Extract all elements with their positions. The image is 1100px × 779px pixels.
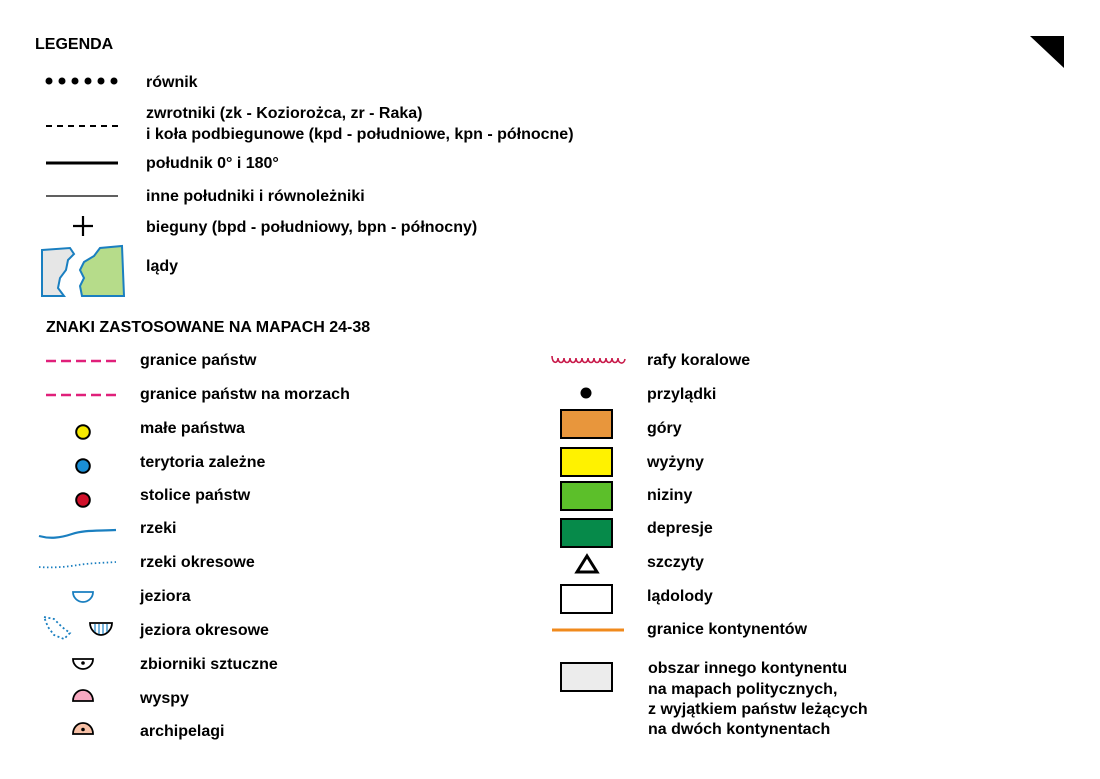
legend-title: LEGENDA (35, 36, 114, 53)
legend-item-tropics: zwrotniki (zk - Koziorożca, zr - Raka) (146, 105, 423, 122)
lowlands-swatch (560, 481, 613, 511)
sign-lowlands: niziny (647, 487, 693, 504)
river-icon (38, 527, 118, 541)
sign-small-states: małe państwa (140, 420, 245, 437)
sign-capes: przylądki (647, 386, 717, 403)
yellow-circle-icon (74, 423, 92, 441)
sign-rivers: rzeki (140, 520, 177, 537)
sign-capitals: stolice państw (140, 487, 251, 504)
land-shapes-icon (40, 244, 126, 300)
legend-item-meridian: południk 0° i 180° (146, 155, 279, 172)
seasonal-lake-icon (40, 613, 116, 643)
sign-depressions: depresje (647, 520, 713, 537)
signs-title: ZNAKI ZASTOSOWANE NA MAPACH 24-38 (46, 319, 371, 336)
sign-other-continent-3: z wyjątkiem państw leżących (648, 701, 868, 718)
legend-item-equator: równik (146, 74, 198, 91)
sign-dependent-territories: terytoria zależne (140, 454, 266, 471)
pink-dash-icon (46, 358, 120, 364)
legend-item-poles: bieguny (bpd - południowy, bpn - północny) (146, 219, 478, 236)
sign-other-continent-1: obszar innego kontynentu (648, 660, 848, 677)
sign-archipelagos: archipelagi (140, 723, 225, 740)
sign-uplands: wyżyny (647, 454, 704, 471)
sign-peaks: szczyty (647, 554, 704, 571)
plus-icon (72, 215, 94, 237)
sign-seasonal-lakes: jeziora okresowe (140, 622, 269, 639)
continent-border-icon (552, 627, 624, 633)
sign-coral-reefs: rafy koralowe (647, 352, 751, 369)
coral-reef-icon (549, 352, 631, 370)
sign-other-continent-4: na dwóch kontynentach (648, 721, 831, 738)
other-continent-swatch (560, 662, 613, 692)
sign-other-continent-2: na mapach politycznych, (648, 681, 838, 698)
blue-circle-icon (74, 457, 92, 475)
depressions-swatch (560, 518, 613, 548)
legend-item-polar-circles: i koła podbiegunowe (kpd - południowe, kpn - północne) (146, 126, 574, 143)
thin-line-icon (46, 194, 118, 198)
archipelago-icon (70, 721, 96, 737)
sign-continent-borders: granice kontynentów (647, 621, 808, 638)
mountains-swatch (560, 409, 613, 439)
sign-state-borders: granice państw (140, 352, 257, 369)
sign-lakes: jeziora (140, 588, 191, 605)
reservoir-icon (70, 656, 96, 672)
island-icon (70, 688, 96, 704)
uplands-swatch (560, 447, 613, 477)
sign-sea-borders: granice państw na morzach (140, 386, 350, 403)
dashed-line-icon (46, 123, 118, 129)
lake-icon (70, 589, 96, 605)
pink-dash-icon (46, 392, 120, 398)
sign-islands: wyspy (140, 690, 189, 707)
icesheet-swatch (560, 584, 613, 614)
legend-item-lands: lądy (146, 258, 179, 275)
seasonal-river-icon (38, 559, 118, 571)
dotted-line-icon (44, 76, 120, 86)
sign-mountains: góry (647, 420, 682, 437)
thick-line-icon (46, 160, 118, 166)
sign-icesheets: lądolody (647, 588, 713, 605)
cape-dot-icon (578, 385, 594, 401)
sign-reservoirs: zbiorniki sztuczne (140, 656, 278, 673)
legend-item-other-lines: inne południki i równoleżniki (146, 188, 365, 205)
corner-triangle-icon (1030, 36, 1064, 68)
sign-seasonal-rivers: rzeki okresowe (140, 554, 255, 571)
peak-triangle-icon (574, 553, 600, 575)
red-circle-icon (74, 491, 92, 509)
